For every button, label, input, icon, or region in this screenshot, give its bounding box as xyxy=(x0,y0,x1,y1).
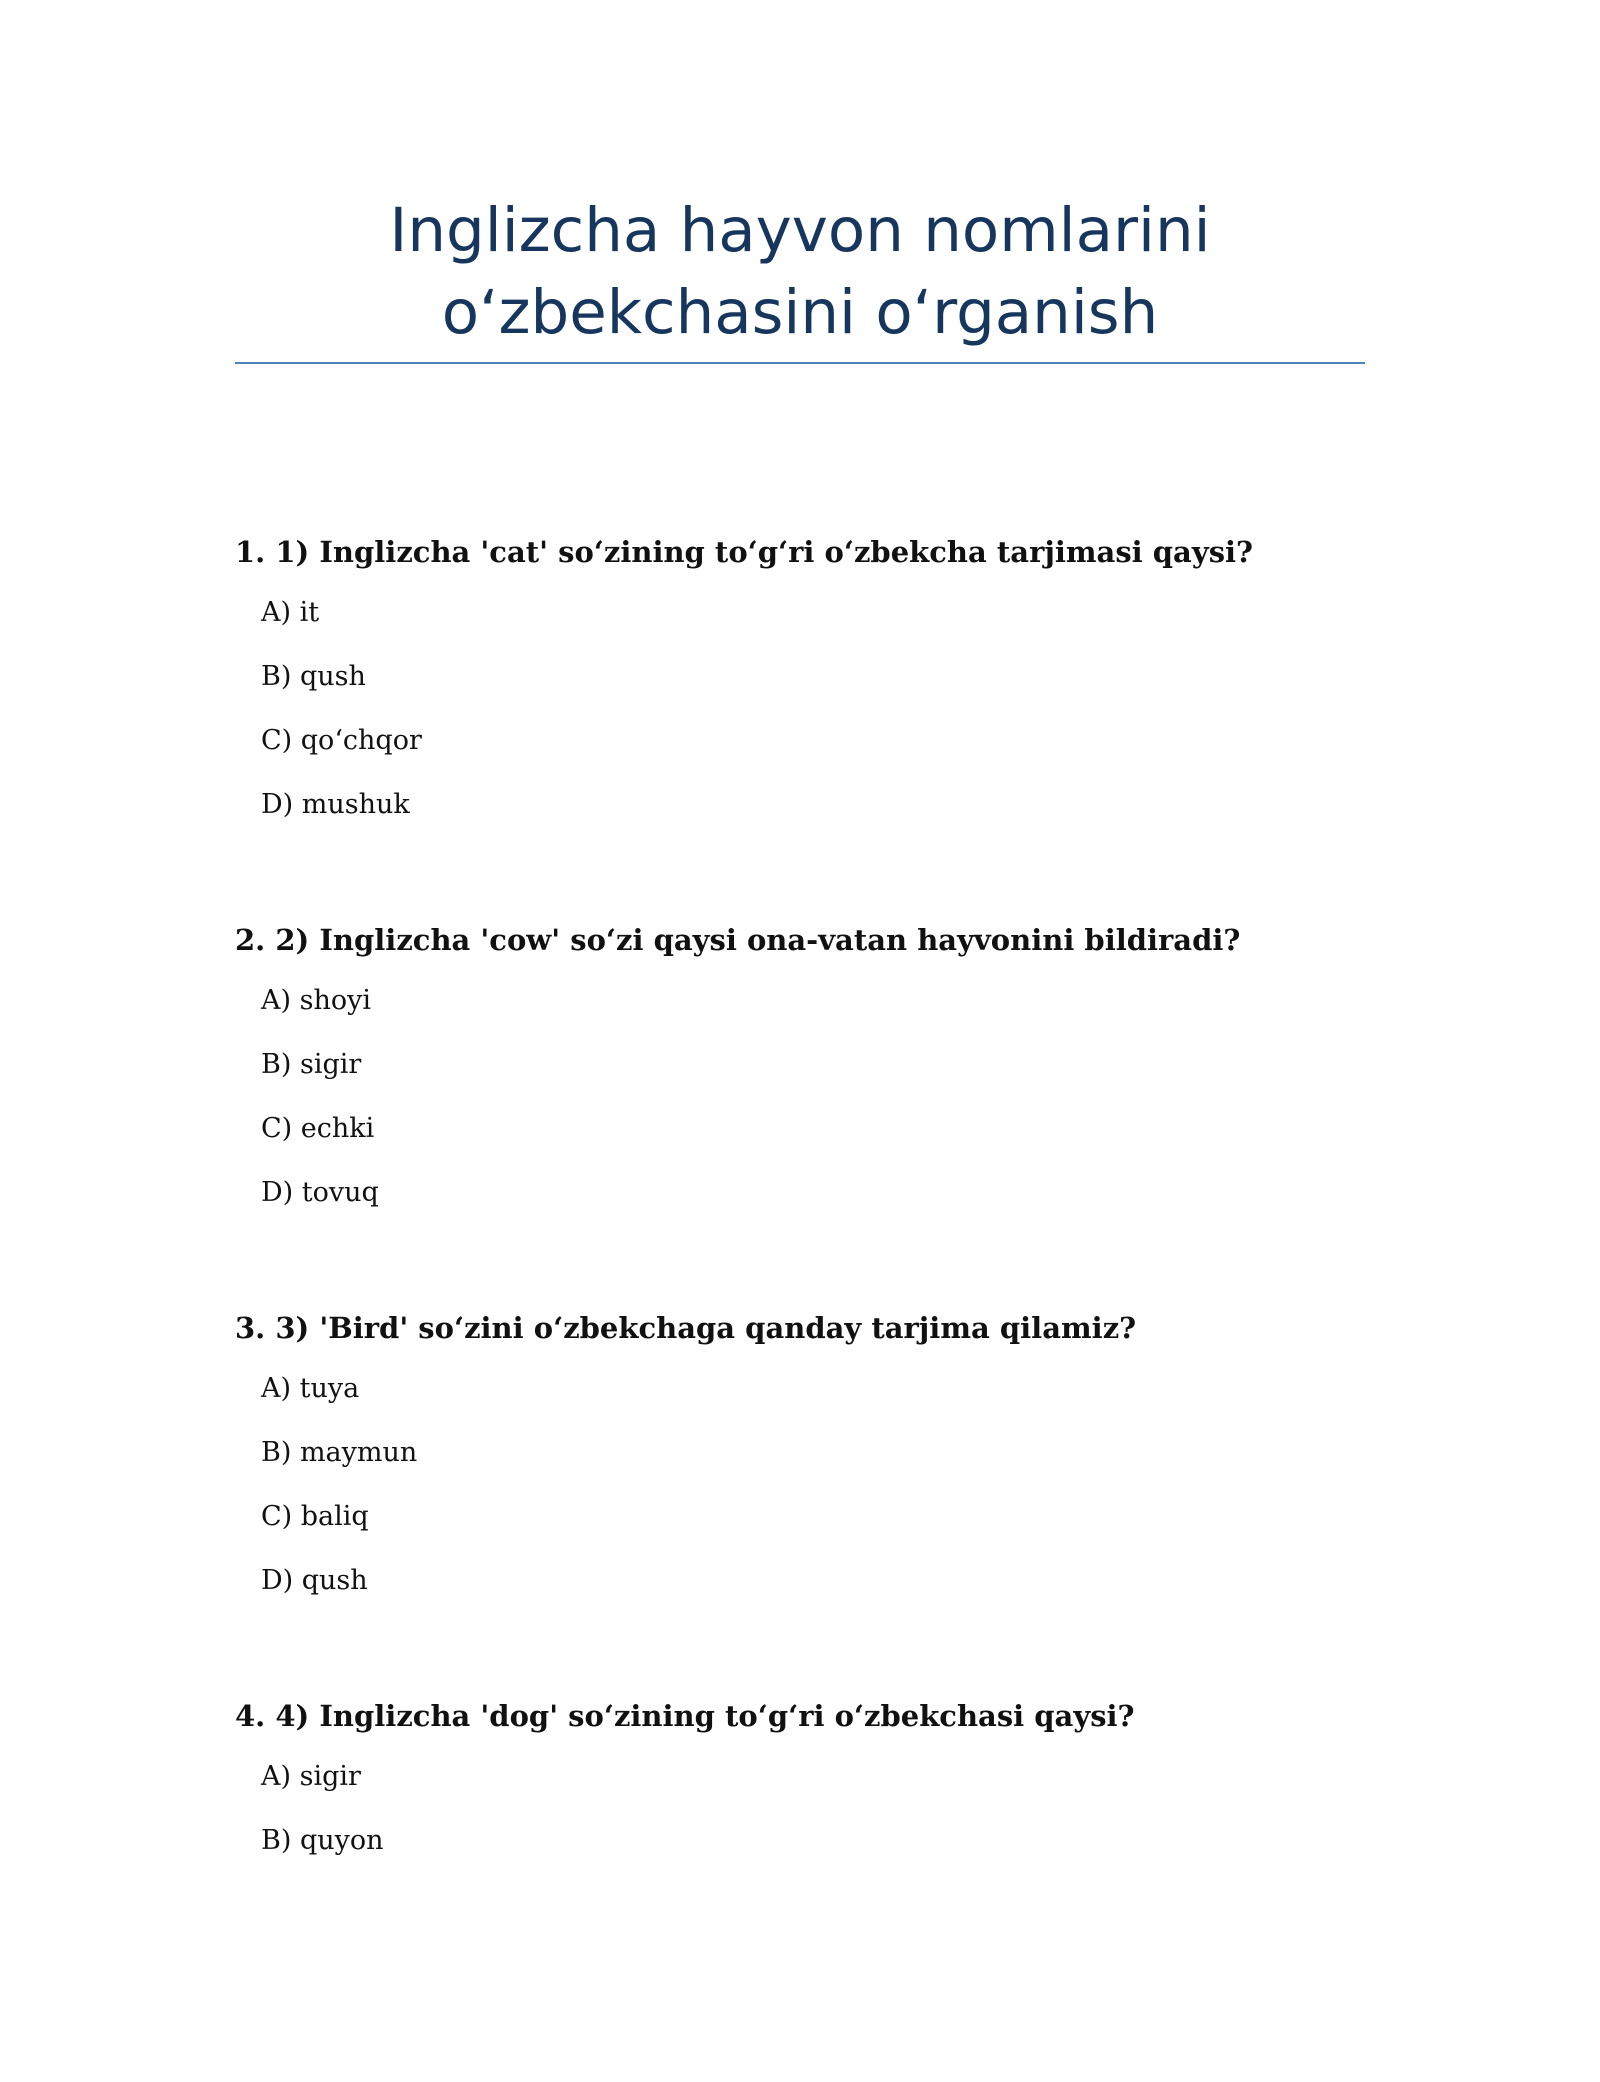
option-a: A) shoyi xyxy=(261,985,372,1016)
option-list xyxy=(235,1758,1365,1886)
title-divider xyxy=(235,362,1365,364)
option-b: B) qush xyxy=(261,661,366,692)
option-b: B) sigir xyxy=(261,1049,362,1080)
question-2 xyxy=(235,918,1365,1306)
option-list xyxy=(235,1370,1365,1626)
option-list xyxy=(235,982,1365,1238)
option-c: C) baliq xyxy=(261,1501,369,1532)
option-a: A) tuya xyxy=(261,1373,360,1404)
question-text: 3. 3) 'Bird' so‘zini o‘zbekchaga qanday tarjima qilamiz? xyxy=(235,1311,1137,1345)
title-line-2: o‘zbekchasini o‘rganish xyxy=(441,277,1159,348)
title-line-1: Inglizcha hayvon nomlarini xyxy=(389,195,1211,266)
question-list xyxy=(235,530,1365,2082)
question-1 xyxy=(235,530,1365,918)
option-a: A) it xyxy=(261,597,320,628)
document-title xyxy=(235,190,1365,354)
option-list xyxy=(235,594,1365,850)
option-c: C) qo‘chqor xyxy=(261,725,422,756)
option-d: D) mushuk xyxy=(261,789,410,820)
option-b: B) quyon xyxy=(261,1825,384,1856)
option-b: B) maymun xyxy=(261,1437,418,1468)
question-4 xyxy=(235,1694,1365,2082)
option-d: D) qush xyxy=(261,1565,368,1596)
option-c: C) echki xyxy=(261,1113,375,1144)
question-text: 2. 2) Inglizcha 'cow' so‘zi qaysi ona-vatan hayvonini bildiradi? xyxy=(235,923,1241,957)
question-3 xyxy=(235,1306,1365,1694)
question-text: 1. 1) Inglizcha 'cat' so‘zining to‘g‘ri o‘zbekcha tarjimasi qaysi? xyxy=(235,535,1254,569)
question-text: 4. 4) Inglizcha 'dog' so‘zining to‘g‘ri o‘zbekchasi qaysi? xyxy=(235,1699,1135,1733)
option-d: D) tovuq xyxy=(261,1177,379,1208)
option-a: A) sigir xyxy=(261,1761,361,1792)
